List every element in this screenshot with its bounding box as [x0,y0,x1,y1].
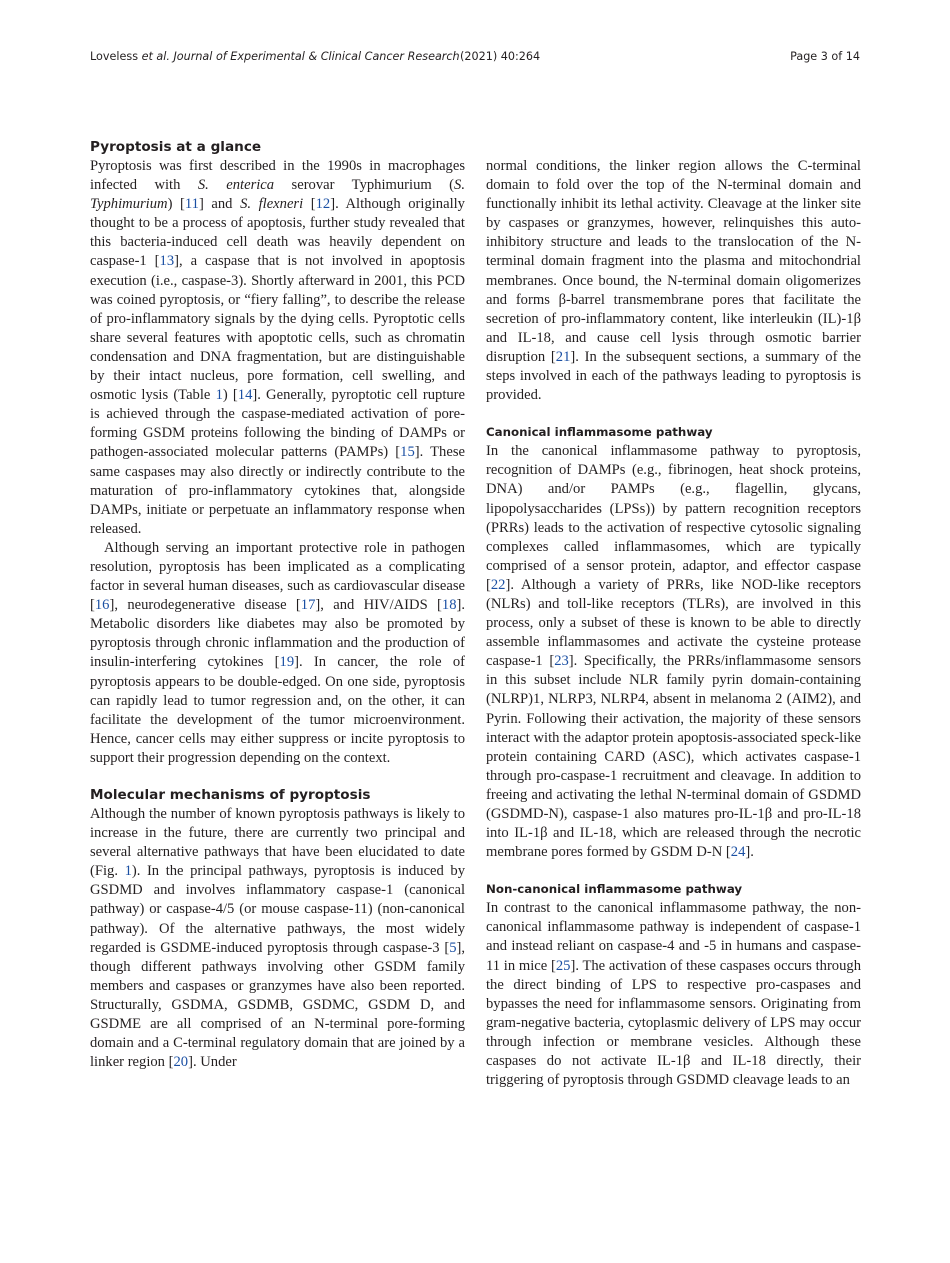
section-heading: Non-canonical inflammasome pathway [486,882,743,897]
italic-term: S. enterica [197,177,275,194]
citation-link[interactable]: 1 [215,387,223,404]
italic-term: S. flexneri [240,196,304,213]
italic-term: S. Typhimurium [90,177,465,213]
section-heading: Pyroptosis at a glance [90,139,262,155]
page-number: Page 3 of 14 [790,50,860,63]
left-column [90,138,465,1072]
authors: Loveless [90,50,142,63]
section-heading: Molecular mechanisms of pyroptosis [90,787,371,803]
citation-link[interactable]: 23 [554,653,569,670]
citation-link[interactable]: 12 [315,196,331,213]
paragraph: Although the number of known pyroptosis pathways is likely to increase in the future, there are currently two principal and several alternative pathways that have been elucidated to date (Fig. 1). In the principal pathways, pyroptosis is induced by GSDMD and involves inflammatory caspase-1 (canonical pathway) or caspase-4/5 (or mouse caspase-11) (non-canonical pathway). Of the alternative pathways, the most widely regarded is GSDME-induced pyroptosis through caspase-3 [5], though different pathways involving other GSDM family members and caspases or granzymes have also been reported. Structurally, GSDMA, GSDMB, GSDMC, GSDM D, and GSDME are all comprised of an N-terminal pore-forming domain and a C-terminal regulatory domain that are joined by a linker region [20]. Under [90,806,465,1071]
paragraph: In the canonical inflammasome pathway to pyroptosis, recognition of DAMPs (e.g., fibrinogen, heat shock proteins, DNA) and/or PAMPs (e.g., flagellin, glycans, lipopolysaccharides (LPSs)) by pattern recognition receptors (PRRs) leads to the activation of respective cytosolic signaling complexes called inflammasomes, which are typically comprised of a sensor protein, adaptor, and effector caspase [22]. Although a variety of PRRs, like NOD-like receptors (NLRs) and toll-like receptors (TLRs), are involved in this process, only a subset of these is known to be able to directly assemble inflammasomes and activate the cysteine protease caspase-1 [23]. Specifically, the PRRs/inflammasome sensors in this subset include NLR family pyrin domain-containing (NLRP)1, NLRP3, NLRP4, absent in melanoma 2 (AIM2), and Pyrin. Following their activation, the majority of these sensors interact with the adaptor protein apoptosis-associated speck-like protein containing CARD (ASC), which activates caspase-1 through pro-caspase-1 recruitment and cleavage. In addition to freeing and activating the lethal N-terminal domain of GSDMD (GSDMD-N), caspase-1 also matures pro-IL-1β and pro-IL-18 into IL-1β and IL-18, which are released through the necrotic membrane pores formed by GSDM D-N [24]. [486,443,861,861]
citation-link[interactable]: 20 [173,1054,189,1071]
citation-link[interactable]: 16 [94,597,110,614]
citation-link[interactable]: 19 [279,654,295,671]
citation-link[interactable]: 18 [441,597,457,614]
citation-link[interactable]: 17 [300,597,316,614]
right-column [486,157,861,1090]
paragraph: Pyroptosis was first described in the 1990s in macrophages infected with S. enterica serovar Typhimurium (S. Typhimurium) [11] and S. flexneri [12]. Although originally thought to be a process of apoptosis, further study revealed that this bacteria-induced cell death was heavily dependent on caspase-1 [13], a caspase that is not involved in apoptosis execution (i.e., caspase-3). Shortly afterward in 2001, this PCD was coined pyroptosis, or “fiery falling”, to describe the release of pro-inflammatory signals by the dying cells. Pyroptotic cells share several features with apoptotic cells, such as chromatin condensation and DNA fragmentation, but are distinguishable by their intact nucleus, pore formation, cell swelling, and osmotic lysis (Table 1) [14]. Generally, pyroptotic cell rupture is achieved through the caspase-mediated activation of pore-forming GSDM proteins following the binding of DAMPs or pathogen-associated molecular patterns (PAMPs) [15]. These same caspases may also directly or indirectly contribute to the maturation of pro-inflammatory cytokines that, alongside DAMPs, initiate or perpetuate an inflammatory response when released. [90,158,466,537]
citation-line [90,50,460,63]
citation-link[interactable]: 24 [730,844,746,861]
paragraph: normal conditions, the linker region allows the C-terminal domain to fold over the top of the N-terminal domain and functionally inhibit its lethal activity. Cleavage at the linker site by caspases or granzymes, however, relinquishes this auto-inhibitory structure and leads to the translocation of the N-terminal domain fragment into the plasma and mitochondrial membranes. Once bound, the N-terminal domain oligomerizes and forms β-barrel transmembrane pores that facilitate the secretion of pro-inflammatory content, like interleukin (IL)-1β and IL-18, and cause cell lysis through osmotic barrier disruption [21]. In the subsequent sections, a summary of the steps involved in each of the pathways leading to pyroptosis is provided. [486,158,861,404]
running-header [90,50,860,68]
citation-link[interactable]: 15 [400,444,415,461]
et-al: et al. [141,50,170,63]
paragraph: In contrast to the canonical inflammasome pathway, the non-canonical inflammasome pathway is independent of caspase-1 and instead reliant on caspase-4 and -5 in humans and caspase-11 in mice [25]. The activation of these caspases occurs through the direct binding of LPS to respective pro-caspases and bypasses the need for inflammasome sensors. Originating from gram-negative bacteria, cytoplasmic delivery of LPS may occur through infection or membrane vesicles. Although these caspases do not activate IL-1β and IL-18 directly, their triggering of pyroptosis through GSDMD cleavage leads to an [486,900,861,1089]
journal-name: Journal of Experimental & Clinical Cancer Research [169,50,460,63]
section-heading: Canonical inflammasome pathway [486,425,713,440]
paragraph: Although serving an important protective role in pathogen resolution, pyroptosis has been implicated as a complicating factor in several human diseases, such as cardiovascular disease [16], neurodegenerative disease [17], and HIV/AIDS [18]. Metabolic disorders like diabetes may also be promoted by pyroptosis through chronic inflammation and the production of insulin-interfering cytokines [19]. In cancer, the role of pyroptosis appears to be double-edged. On one side, pyroptosis can rapidly lead to tumor regression and, on the other, it can facilitate the development of the tumor microenvironment. Hence, cancer cells may either suppress or incite pyroptosis to support their progression depending on the context. [90,539,465,766]
citation-link[interactable]: 1 [124,863,132,880]
citation-link[interactable]: 21 [555,348,571,365]
volume-info: (2021) 40:264 [460,50,541,63]
citation-link[interactable]: 13 [159,253,175,270]
citation-link[interactable]: 5 [449,939,457,956]
citation-link[interactable]: 25 [555,957,571,974]
citation-link[interactable]: 11 [184,196,199,213]
citation-link[interactable]: 14 [237,387,253,404]
citation-link[interactable]: 22 [490,576,506,593]
